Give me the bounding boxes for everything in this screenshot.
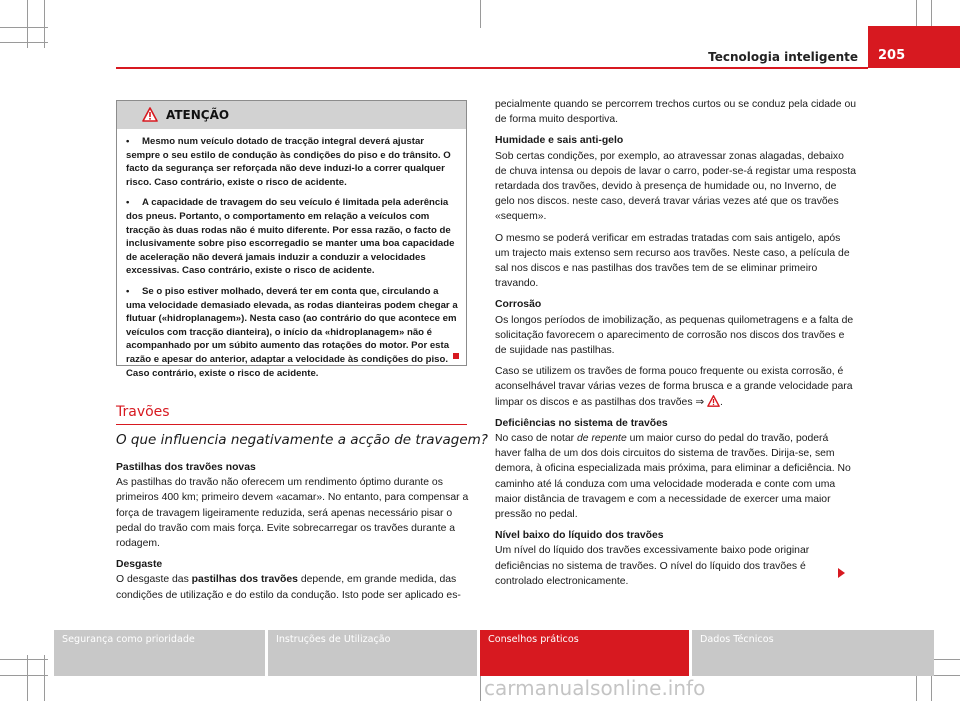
pads-heading: Pastilhas dos travões novas: [116, 462, 256, 473]
warning-paragraph: [126, 135, 458, 189]
crop-mark: [0, 27, 48, 28]
warning-text: Mesmo num veículo dotado de tracção integral deverá ajustar sempre o seu estilo de condução às condições do piso e do trânsito. O facto da segurança ser reforçada não deve induzi-lo a correr qualquer risco. Caso contrário, existe o risco de acidente.: [126, 136, 451, 188]
crop-mark: [0, 42, 48, 43]
crop-mark: [27, 655, 28, 701]
warning-title: ATENÇÃO: [166, 108, 230, 122]
humidity-heading: Humidade e sais anti-gelo: [495, 135, 624, 147]
deficiency-text-italic: de repente: [577, 433, 627, 445]
deficiency-text-part: um maior curso do pedal do travão, poderá haver falha de um dos dois circuitos do sistema de travões. Dirija-se, sem demora, à oficina especializada mais próxima, para eliminar a deficiência. No caminho até lá conduza com uma velocidade moderada e conte com uma maior distância de travagem e com a necessidade de exercer uma maior pressão no pedal.: [495, 433, 851, 521]
warning-box: [116, 100, 467, 379]
warning-text: A capacidade de travagem do seu veículo é limitada pela aderência dos pneus. Portanto, o comportamento em relação a veículos com tracção às duas rodas não é muito diferente. Por essa razão, o facto de inclusivamente sobre piso escorregadio se manter uma boa capacidade de aceleração não deverá jamais induzir a conduzir a velocidades excessivas. Caso contrário, existe o risco de acidente.: [126, 197, 455, 277]
tab-instrucoes[interactable]: Instruções de Utilização: [268, 630, 477, 676]
warning-triangle-icon[interactable]: [707, 395, 720, 407]
bullet: •: [126, 197, 130, 209]
crop-mark: [480, 0, 481, 28]
header-rule: [116, 67, 868, 69]
warning-paragraph: [126, 285, 458, 380]
fluid-heading: Nível baixo do líquido dos travões: [495, 530, 664, 542]
tab-seguranca[interactable]: Segurança como prioridade: [54, 630, 265, 676]
left-column: [116, 460, 472, 609]
humidity-text: Sob certas condições, por exemplo, ao atravessar zonas alagadas, debaixo de chuva intensa ou depois de lavar o carro, poder-se-á registar uma resposta retardada dos travões, devido à presença de humidade ou, no Inverno, de gelo nos discos. neste caso, deverá travar várias vezes até que os travões «sequem».: [495, 150, 856, 223]
crop-mark: [0, 675, 48, 676]
section-subheading: O que influencia negativamente a acção de travagem?: [116, 432, 488, 448]
wear-text-part: depende, em grande medida, das condições de utilização e do estilo da condução. Isto pode ser aplicado es-: [116, 574, 461, 601]
continuation-text: pecialmente quando se percorrem trechos curtos ou se conduz pela cidade ou de forma muito desportiva.: [495, 99, 857, 126]
crop-mark: [0, 659, 48, 660]
right-column: [495, 97, 857, 595]
section-rule: [116, 424, 467, 425]
wear-text-bold: pastilhas dos travões: [191, 574, 298, 586]
warning-body: [117, 129, 466, 380]
crop-mark: [44, 0, 45, 48]
wear-text-part: O desgaste das: [116, 574, 192, 586]
section-heading: Travões: [116, 404, 170, 420]
crop-mark: [480, 676, 481, 701]
wear-text: [116, 572, 472, 602]
corrosion-heading: Corrosão: [495, 299, 542, 311]
running-header-title: Tecnologia inteligente: [708, 50, 858, 64]
tab-dados-tecnicos[interactable]: Dados Técnicos: [692, 630, 934, 676]
humidity-text: O mesmo se poderá verificar em estradas tratadas com sais antigelo, após um trajecto mais extenso sem recurso aos travões. Neste caso, a película de sal nos discos e nas pastilhas dos travões tem de se eliminar primeiro travando.: [495, 232, 850, 290]
watermark: carmanualsonline.info: [484, 676, 706, 700]
deficiency-text-part: No caso de notar: [495, 433, 578, 445]
deficiency-heading: Deficiências no sistema de travões: [495, 417, 668, 429]
bullet: •: [126, 285, 130, 297]
fluid-text: Um nível do líquido dos travões excessivamente baixo pode originar deficiências no sistema de travões. O nível do líquido dos travões é controlado electronicamente.: [495, 545, 810, 587]
warning-triangle-icon: [142, 107, 158, 122]
end-of-warning-marker: [453, 353, 459, 359]
warning-text: Se o piso estiver molhado, deverá ter em conta que, circulando a uma velocidade demasiado elevada, as rodas dianteiras podem chegar a flutuar («hidroplanagem»). Nesta caso (ao contrário do que acontece em veículos com tracção dianteira), o início da «hidroplanagem» não é acompanhado por um súbito aumento das rotações do motor. Por esta razão e apesar do anterior, adaptar a velocidade às condições do piso. Caso contrário, existe o risco de acidente.: [126, 285, 458, 379]
crop-mark: [27, 0, 28, 48]
corrosion-text-part: .: [720, 396, 723, 408]
crop-mark: [44, 655, 45, 701]
tab-conselhos[interactable]: Conselhos práticos: [480, 630, 689, 676]
deficiency-text: [495, 431, 857, 522]
corrosion-text: [495, 364, 857, 410]
warning-header: [117, 101, 466, 129]
pads-text: As pastilhas do travão não oferecem um rendimento óptimo durante os primeiros 400 km; primeiro devem «acamar». No entanto, para compensar a força de travagem ligeiramente reduzida, será apenas necessário pisar o pedal do travão com mais força. Evite sobrecarregar os travões durante a rodagem.: [116, 477, 469, 550]
corrosion-text: Os longos períodos de imobilização, as pequenas quilometragens e a falta de solicitação favorecem o aparecimento de corrosão nos discos dos travões e de sujidade nas pastilhas.: [495, 314, 854, 357]
page-number: 205: [868, 26, 960, 68]
wear-heading: Desgaste: [116, 559, 163, 571]
bullet: •: [126, 136, 130, 147]
warning-paragraph: [126, 196, 458, 278]
next-page-arrow-icon: [838, 568, 845, 578]
corrosion-text-part: Caso se utilizem os travões de forma pouco frequente ou exista corrosão, é aconselhável travar várias vezes de forma brusca e a grande velocidade para limpar os discos e as pastilhas dos travões ⇒: [495, 366, 853, 408]
